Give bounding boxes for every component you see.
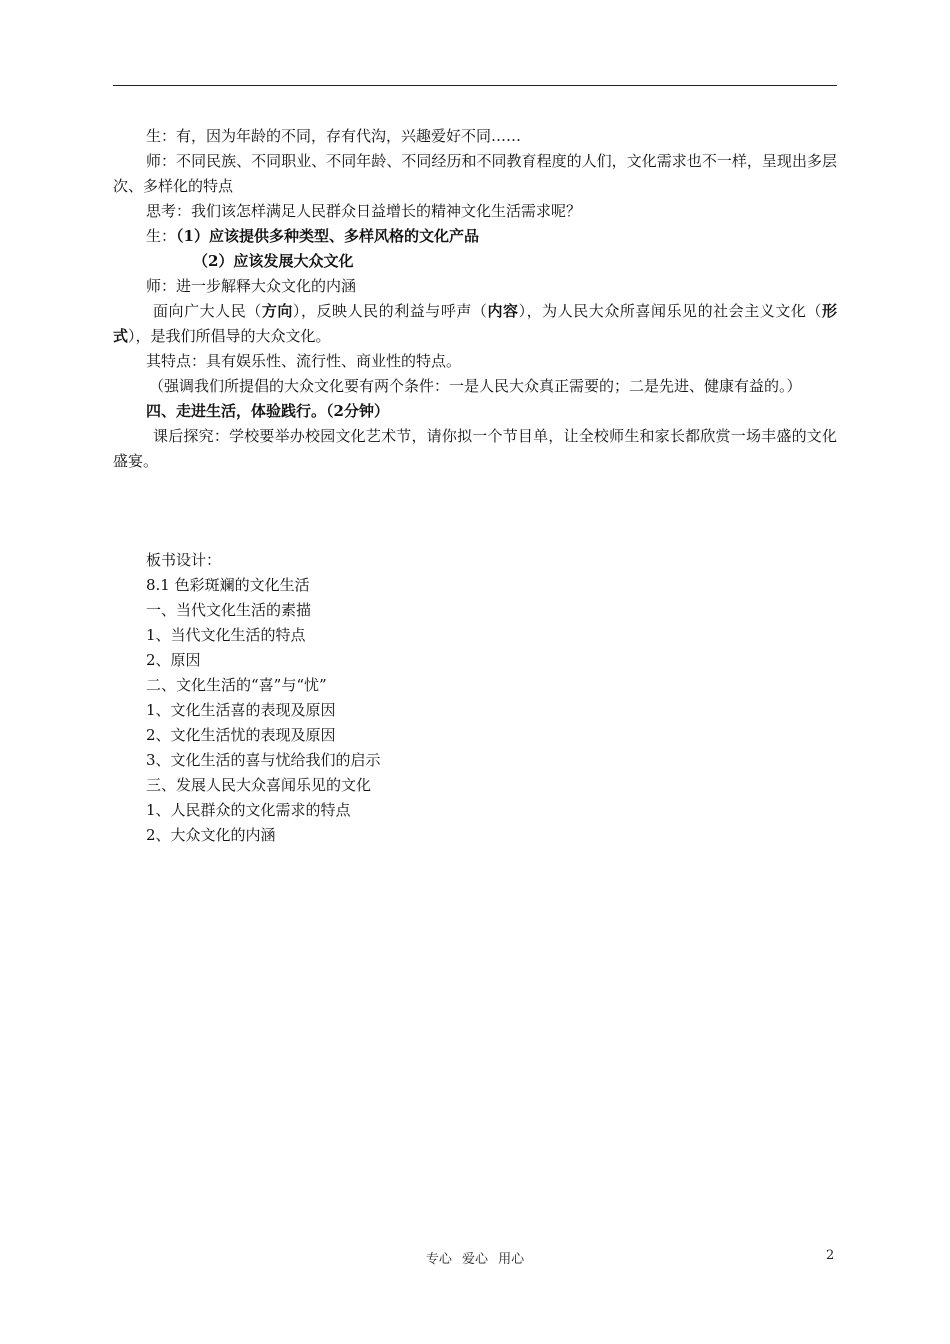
board-line: 2、文化生活忧的表现及原因 xyxy=(146,726,336,744)
board-line: 1、当代文化生活的特点 xyxy=(146,626,306,644)
paragraph-student-answer: 生：有，因为年龄的不同，存有代沟，兴趣爱好不同…… xyxy=(146,127,522,145)
definition-text-e: ），为人民大众所喜闻乐见的社会主义文化（ xyxy=(518,302,822,320)
definition-keyword-form: 形式 xyxy=(113,302,837,345)
practice-heading: 四、走进生活，体验践行。（2分钟） xyxy=(146,402,389,420)
board-line: 8.1 色彩斑斓的文化生活 xyxy=(146,576,310,594)
paragraph-answer-2 xyxy=(113,249,837,274)
board-line: 三、发展人民大众喜闻乐见的文化 xyxy=(146,776,372,794)
section-heading-practice xyxy=(113,399,837,424)
page-number: 2 xyxy=(826,1248,835,1263)
board-line: 二、文化生活的“喜”与“忧” xyxy=(146,676,327,694)
board-design xyxy=(146,548,381,848)
board-line: 一、当代文化生活的素描 xyxy=(146,601,312,619)
answer-prefix: 生： xyxy=(146,227,177,245)
board-line: 2、原因 xyxy=(146,651,201,669)
paragraph-definition xyxy=(113,299,837,349)
board-line: 1、文化生活喜的表现及原因 xyxy=(146,701,336,719)
paragraph-homework: 课后探究：学校要举办校园文化艺术节，请你拟一个节目单，让全校师生和家长都欣赏一场丰盛的文化盛宴。 xyxy=(113,427,837,470)
paragraph-teacher-summary: 师：不同民族、不同职业、不同年龄、不同经历和不同教育程度的人们，文化需求也不一样，呈现出多层次、多样化的特点 xyxy=(113,152,837,195)
paragraph-question: 思考：我们该怎样满足人民群众日益增长的精神文化生活需求呢？ xyxy=(146,202,582,220)
definition-keyword-direction: 方向 xyxy=(261,302,293,320)
footer-motto: 专心 爱心 用心 xyxy=(425,1252,525,1267)
board-line: 2、大众文化的内涵 xyxy=(146,826,276,844)
document-body xyxy=(113,124,837,474)
answer-point-2: （2）应该发展大众文化 xyxy=(193,252,354,270)
header-rule xyxy=(113,85,837,86)
board-title: 板书设计： xyxy=(146,551,222,569)
board-line: 3、文化生活的喜与忧给我们的启示 xyxy=(146,751,381,769)
definition-text-g: ），是我们所倡导的大众文化。 xyxy=(128,327,331,345)
definition-text-a: 面向广大人民（ xyxy=(153,302,262,320)
paragraph-teacher-explain: 师：进一步解释大众文化的内涵 xyxy=(146,277,357,295)
definition-text-c: ），反映人民的利益与呼声（ xyxy=(292,302,488,320)
paragraph-emphasis: （强调我们所提倡的大众文化要有两个条件：一是人民大众真正需要的；二是先进、健康有益的。） xyxy=(149,377,802,395)
answer-point-1: （1）应该提供多种类型、多样风格的文化产品 xyxy=(176,227,479,245)
paragraph-answer-1 xyxy=(113,224,837,249)
board-line: 1、人民群众的文化需求的特点 xyxy=(146,801,351,819)
definition-keyword-content: 内容 xyxy=(487,302,519,320)
paragraph-features: 其特点：具有娱乐性、流行性、商业性的特点。 xyxy=(146,352,462,370)
